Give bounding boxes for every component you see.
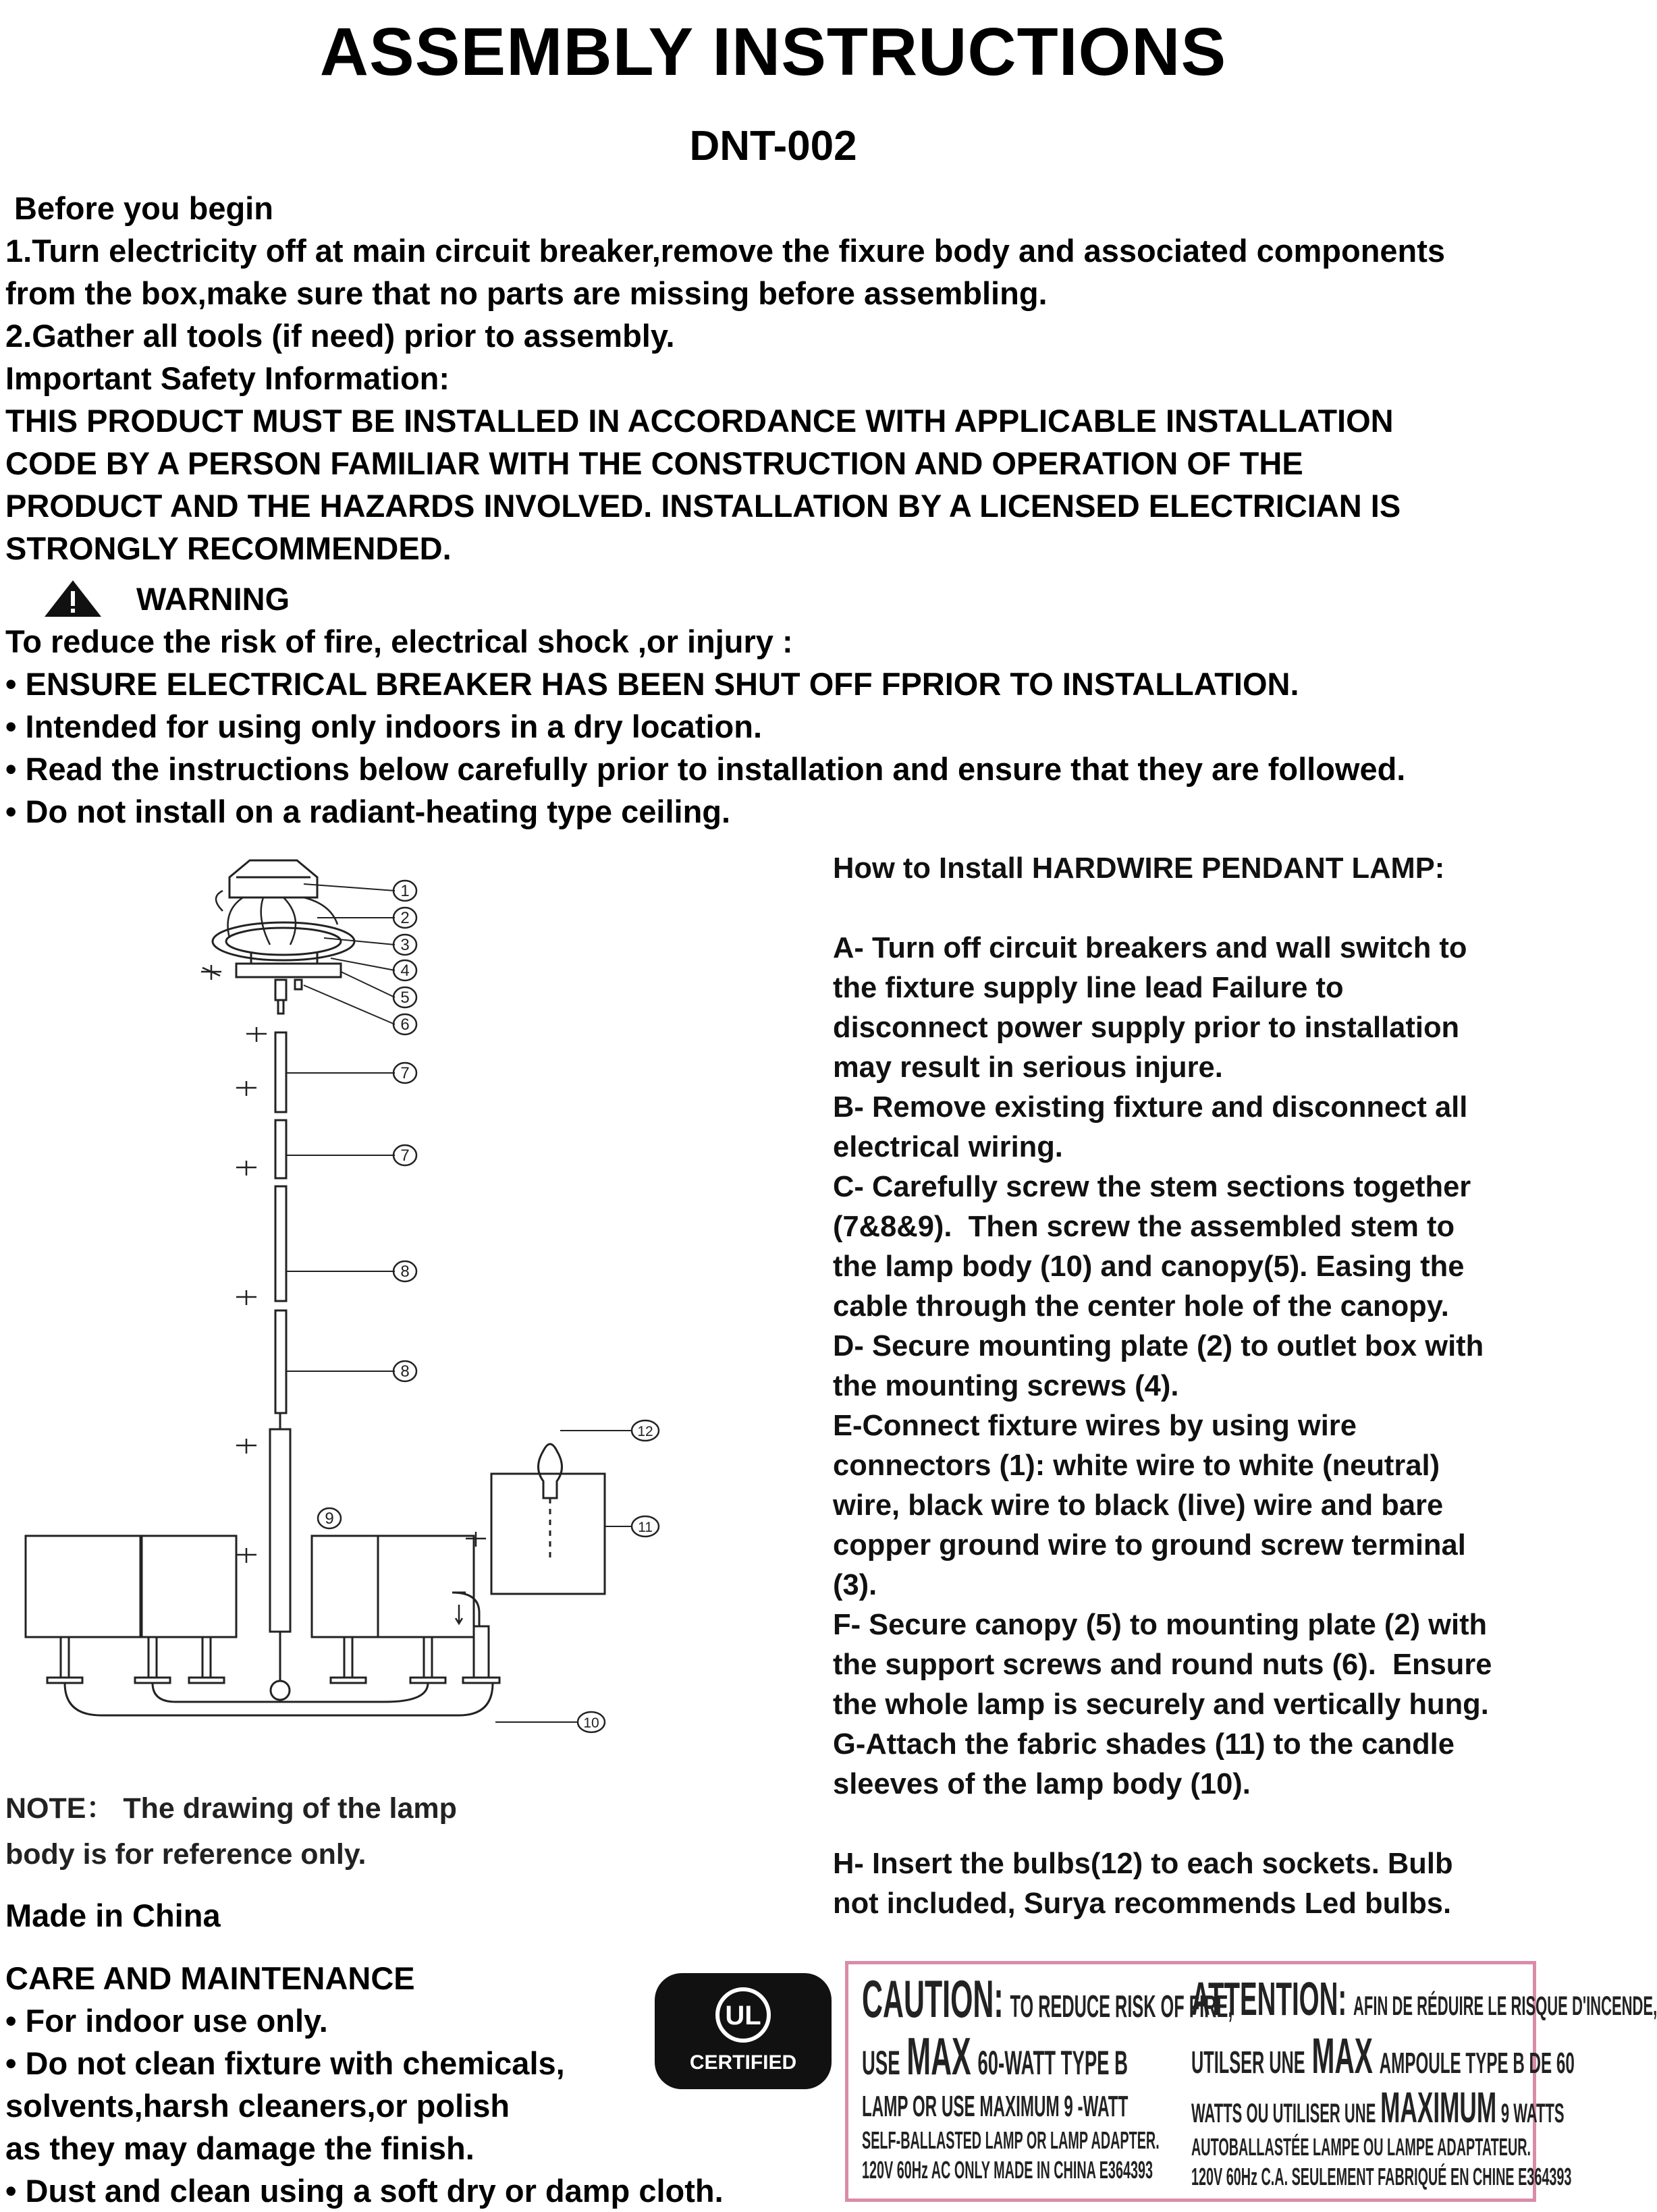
care-line: as they may damage the finish. [5, 2130, 474, 2166]
intro-section [5, 187, 1542, 833]
safety-text-line: CODE BY A PERSON FAMILIAR WITH THE CONSTRUCTION AND OPERATION OF THE [5, 445, 1303, 481]
safety-text-line: PRODUCT AND THE HAZARDS INVOLVED. INSTALLATION BY A LICENSED ELECTRICIAN IS [5, 488, 1401, 524]
max-word: MAX [1311, 2028, 1373, 2084]
safety-text-line: STRONGLY RECOMMENDED. [5, 530, 452, 566]
install-line: the lamp body (10) and canopy(5). Easing the [833, 1250, 1465, 1283]
callout-label: 2 [400, 909, 410, 927]
install-line: the whole lamp is securely and vertically hung. [833, 1688, 1489, 1721]
install-line: E-Connect fixture wires by using wire [833, 1410, 1357, 1442]
install-line: cable through the center hole of the canopy. [833, 1290, 1449, 1323]
install-instructions [833, 849, 1542, 1924]
ampoule-text: AMPOULE TYPE B DE 60 [1379, 2047, 1575, 2080]
warning-triangle-icon [42, 579, 104, 618]
callout-label: 5 [400, 989, 410, 1007]
document-title: ASSEMBLY INSTRUCTIONS [319, 14, 1227, 90]
care-line: • For indoor use only. [5, 2003, 328, 2039]
shade-left-outer [26, 1536, 236, 1637]
outlet-box [229, 860, 317, 897]
attention-text: AFIN DE RÉDUIRE LE RISQUE D'INCENDE, [1353, 1991, 1657, 2021]
ul-certified-logo [655, 1973, 832, 2089]
caution-text: TO REDUCE RISK OF FIRE, [1010, 1989, 1233, 2024]
callout-label: 10 [583, 1715, 599, 1731]
care-line: • Dust and clean using a soft dry or damp cloth. [5, 2173, 724, 2209]
care-heading: CARE AND MAINTENANCE [5, 1960, 415, 1996]
install-line: copper ground wire to ground screw terminal [833, 1529, 1466, 1561]
callout-label: 8 [400, 1263, 410, 1281]
model-number: DNT-002 [689, 123, 857, 169]
ul-certified-text: CERTIFIED [689, 2051, 797, 2074]
callout-label: 8 [400, 1362, 410, 1381]
install-heading: How to Install HARDWIRE PENDANT LAMP: [833, 852, 1445, 885]
caution-english [862, 1969, 1233, 2196]
callout-label: 1 [400, 882, 410, 900]
french-line: WATTS OU UTILISER UNE [1191, 2099, 1376, 2128]
warning-row [5, 578, 1542, 620]
callout-label: 7 [400, 1064, 410, 1082]
install-line: G-Attach the fabric shades (11) to the candle [833, 1728, 1455, 1761]
ul-mark-text: UL [725, 2001, 761, 2030]
bullet-line: • Do not install on a radiant-heating type ceiling. [5, 794, 731, 829]
step-line: from the box,make sure that no parts are missing before assembling. [5, 275, 1048, 311]
mounting-plate [213, 922, 354, 960]
install-line: C- Carefully screw the stem sections together [833, 1171, 1471, 1203]
caution-label [845, 1961, 1657, 2202]
install-line: electrical wiring. [833, 1131, 1063, 1163]
care-line: solvents,harsh cleaners,or polish [5, 2088, 510, 2124]
note-line: NOTE： The drawing of the lamp [5, 1792, 457, 1825]
install-line: (7&8&9). Then screw the assembled stem to [833, 1211, 1455, 1243]
install-line: the support screws and round nuts (6). Ensure [833, 1649, 1492, 1681]
attention-word: ATTENTION: [1191, 1972, 1347, 2025]
use-word: USE [862, 2044, 900, 2082]
callout-label: 7 [400, 1146, 410, 1165]
safety-heading: Important Safety Information: [5, 360, 450, 396]
bulb [539, 1444, 562, 1559]
callout-label: 6 [400, 1016, 410, 1034]
callout-numbers [325, 882, 653, 1731]
before-heading: Before you begin [5, 190, 273, 226]
install-line: H- Insert the bulbs(12) to each sockets. Bulb [833, 1848, 1453, 1880]
bullet-line: • Intended for using only indoors in a dry location. [5, 709, 763, 744]
warning-label: WARNING [136, 581, 290, 617]
step-line: 1.Turn electricity off at main circuit breaker,remove the fixure body and associated components [5, 233, 1446, 269]
french-line: 120V 60Hz C.A. SEULEMENT FABRIQUÉ EN CHINE E364393 [1191, 2163, 1572, 2190]
install-line: not included, Surya recommends Led bulbs. [833, 1887, 1452, 1920]
install-line: F- Secure canopy (5) to mounting plate (2) with [833, 1609, 1488, 1641]
callout-label: 4 [400, 962, 410, 980]
install-line: the fixture supply line lead Failure to [833, 972, 1344, 1004]
callout-label: 12 [637, 1424, 653, 1439]
care-line: • Do not clean fixture with chemicals, [5, 2045, 565, 2081]
callout-circles [318, 881, 659, 1732]
install-line: may result in serious injure. [833, 1051, 1223, 1084]
note-line: body is for reference only. [5, 1838, 366, 1871]
callout-label: 9 [325, 1510, 334, 1528]
maximum-word: MAXIMUM [1380, 2083, 1497, 2132]
care-section [5, 1957, 724, 2212]
install-line: sleeves of the lamp body (10). [833, 1768, 1251, 1800]
utiliser-text: UTILSER UNE [1191, 2045, 1305, 2080]
french-line: 9 WATTS [1500, 2099, 1565, 2128]
twist-markers [201, 965, 486, 1624]
caution-line: 120V 60Hz AC ONLY MADE IN CHINA E364393 [862, 2156, 1153, 2184]
install-line: disconnect power supply prior to installation [833, 1012, 1460, 1044]
drawing-note [5, 1786, 559, 1877]
install-line: B- Remove existing fixture and disconnect all [833, 1091, 1468, 1124]
caution-french [1191, 1972, 1657, 2196]
install-line: wire, black wire to black (live) wire and bare [833, 1489, 1444, 1522]
caution-line: LAMP OR USE MAXIMUM 9 -WATT [862, 2090, 1129, 2123]
caution-word: CAUTION: [862, 1969, 1004, 2028]
callout-label: 3 [400, 936, 410, 954]
shade-right [312, 1536, 474, 1637]
install-line: A- Turn off circuit breakers and wall switch to [833, 932, 1467, 964]
install-line: the mounting screws (4). [833, 1370, 1179, 1402]
safety-text-line: THIS PRODUCT MUST BE INSTALLED IN ACCORDANCE WITH APPLICABLE INSTALLATION [5, 403, 1394, 439]
lamp-exploded-diagram [20, 850, 695, 1775]
step-line: 2.Gather all tools (if need) prior to assembly. [5, 318, 675, 354]
install-line: D- Secure mounting plate (2) to outlet box with [833, 1330, 1484, 1362]
watt-text: 60-WATT TYPE B [977, 2044, 1129, 2082]
detached-shade [491, 1474, 605, 1594]
french-line: AUTOBALLASTÉE LAMPE OU LAMPE ADAPTATEUR. [1191, 2133, 1531, 2161]
caution-line: SELF-BALLASTED LAMP OR LAMP ADAPTER. [862, 2126, 1160, 2154]
install-line: connectors (1): white wire to white (neutral) [833, 1449, 1440, 1482]
install-line: (3). [833, 1569, 877, 1601]
leader-lines [286, 884, 632, 1722]
made-in-label: Made in China [5, 1898, 221, 1933]
callout-label: 11 [638, 1520, 653, 1535]
risk-line: To reduce the risk of fire, electrical shock ,or injury : [5, 624, 793, 659]
max-word: MAX [906, 2026, 971, 2086]
bullet-line: • ENSURE ELECTRICAL BREAKER HAS BEEN SHUT OFF FPRIOR TO INSTALLATION. [5, 666, 1299, 702]
stem [270, 980, 290, 1700]
ul-mark-icon [655, 1973, 832, 2089]
bullet-line: • Read the instructions below carefully prior to installation and ensure that they are followed. [5, 751, 1406, 787]
